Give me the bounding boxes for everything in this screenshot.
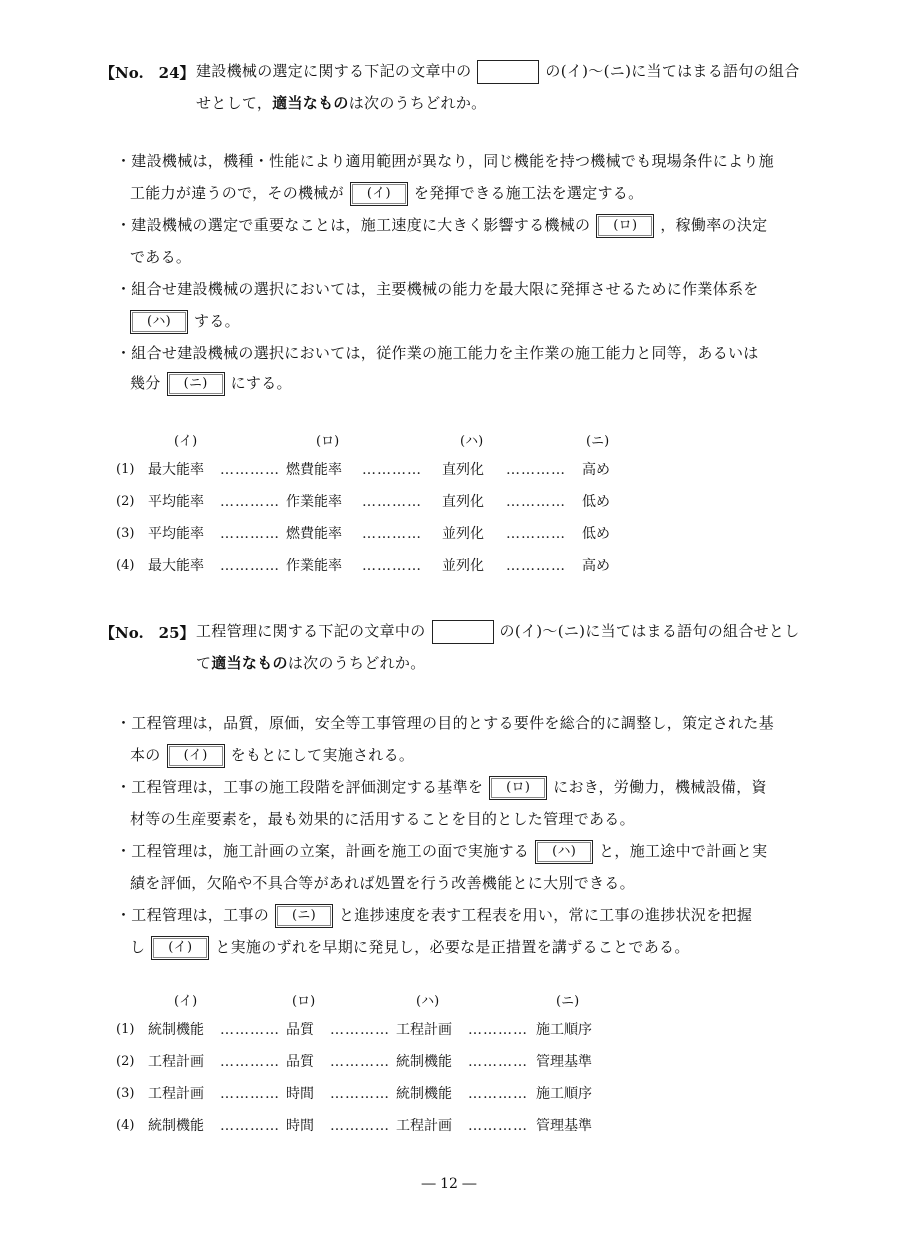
bullet-3-line-2: 績を評価，欠陥や不具合等があれば処置を行う改善機能とに大別できる。 <box>130 874 635 892</box>
bullet-2-line-2: である。 <box>130 248 192 266</box>
answer-table: (イ) (ロ) (ハ) (ニ) (1) 統制機能 ………… 品質 ………… 工程計画 ………… 施工順序 (2) 工程計画 ………… 品質 ………… 統制機能 ………… 管理基準 (3) 工程計画 ………… 時間 ………… 統制機能 ………… 施工順序 (4) 統制機能 ………… 時間 ………… 工程計画 ………… 管理基準 <box>116 990 676 1140</box>
column-header-ro: (ロ) <box>316 434 340 449</box>
blank-label-ni: (ニ) <box>275 904 333 928</box>
bullet-2-line-1: ・建設機械の選定で重要なことは，施工速度に大きく影響する機械の (ロ) ，稼働率の決定 <box>116 214 767 238</box>
emphasis-appropriate: 適当なもの <box>272 94 349 112</box>
bullet-2-line-1: ・工程管理は，工事の施工段階を評価測定する基準を (ロ) におき，労働力，機械設備，資 <box>116 776 767 800</box>
blank-box <box>432 620 494 644</box>
option-number: (3) <box>116 526 135 541</box>
blank-label-i: (イ) <box>167 744 225 768</box>
bullet-3-line-1: ・組合せ建設機械の選択においては，主要機械の能力を最大限に発揮させるために作業体系を <box>116 280 759 298</box>
question-stem-line-1: 工程管理に関する下記の文章中の の(イ)～(ニ)に当てはまる語句の組合せとし <box>196 620 800 644</box>
column-header-i: (イ) <box>174 434 198 449</box>
question-number: 【No. 25】 <box>100 624 195 642</box>
option-number: (3) <box>116 1086 135 1101</box>
blank-label-i: (イ) <box>350 182 408 206</box>
column-header-i: (イ) <box>174 994 198 1009</box>
blank-label-i: (イ) <box>151 936 209 960</box>
option-number: (1) <box>116 1022 135 1037</box>
emphasis-appropriate: 適当なもの <box>211 654 288 672</box>
blank-label-ro: (ロ) <box>596 214 654 238</box>
bullet-1-line-1: ・工程管理は，品質，原価，安全等工事管理の目的とする要件を総合的に調整し，策定された基 <box>116 714 774 732</box>
blank-box <box>477 60 539 84</box>
bullet-4-line-1: ・組合せ建設機械の選択においては，従作業の施工能力を主作業の施工能力と同等，あるいは <box>116 344 759 362</box>
column-header-ro: (ロ) <box>292 994 316 1009</box>
question-stem-line-2: せとして，適当なものは次のうちどれか。 <box>196 94 487 112</box>
bullet-4-line-2: 幾分 (ニ) にする。 <box>130 372 292 396</box>
page-number: ― 12 ― <box>421 1176 477 1192</box>
option-number: (2) <box>116 494 135 509</box>
column-header-ha: (ハ) <box>416 994 440 1009</box>
option-number: (4) <box>116 558 135 573</box>
question-number: 【No. 24】 <box>100 64 195 82</box>
bullet-4-line-2: し (イ) と実施のずれを早期に発見し，必要な是正措置を講ずることである。 <box>130 936 690 960</box>
answer-table: (イ) (ロ) (ハ) (ニ) (1) 最大能率 ………… 燃費能率 ………… 直列化 ………… 高め (2) 平均能率 ………… 作業能率 ………… 直列化 ………… 低め (3) 平均能率 ………… 燃費能率 ………… 並列化 ………… 低め (4) 最大能率 ………… 作業能率 ………… 並列化 ………… 高め <box>116 430 676 580</box>
question-stem-line-1: 建設機械の選定に関する下記の文章中の の(イ)～(ニ)に当てはまる語句の組合 <box>196 60 800 84</box>
bullet-2-line-2: 材等の生産要素を，最も効果的に活用することを目的とした管理である。 <box>130 810 635 828</box>
bullet-3-line-1: ・工程管理は，施工計画の立案，計画を施工の面で実施する (ハ) と，施工途中で計画と実 <box>116 840 767 864</box>
bullet-1-line-2: 工能力が違うので，その機械が (イ) を発揮できる施工法を選定する。 <box>130 182 643 206</box>
option-number: (4) <box>116 1118 135 1133</box>
bullet-1-line-1: ・建設機械は，機種・性能により適用範囲が異なり，同じ機能を持つ機械でも現場条件により施 <box>116 152 774 170</box>
blank-label-ha: (ハ) <box>130 310 188 334</box>
question-stem-line-2: て適当なものは次のうちどれか。 <box>196 654 426 672</box>
column-header-ni: (ニ) <box>586 434 610 449</box>
bullet-1-line-2: 本の (イ) をもとにして実施される。 <box>130 744 414 768</box>
option-number: (2) <box>116 1054 135 1069</box>
bullet-3-line-2: (ハ) する。 <box>124 310 240 334</box>
bullet-4-line-1: ・工程管理は，工事の (ニ) と進捗速度を表す工程表を用い，常に工事の進捗状況を把握 <box>116 904 752 928</box>
blank-label-ro: (ロ) <box>489 776 547 800</box>
column-header-ha: (ハ) <box>460 434 484 449</box>
option-number: (1) <box>116 462 135 477</box>
column-header-ni: (ニ) <box>556 994 580 1009</box>
blank-label-ha: (ハ) <box>535 840 593 864</box>
blank-label-ni: (ニ) <box>167 372 225 396</box>
